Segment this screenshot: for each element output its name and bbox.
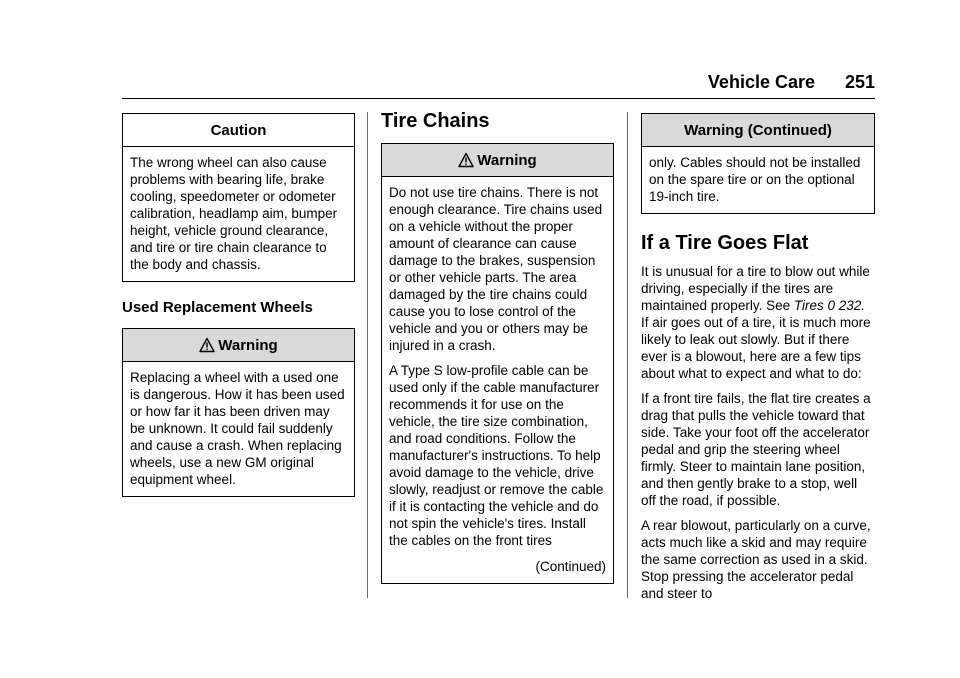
column-divider-2 bbox=[627, 112, 628, 598]
tires-link[interactable]: Tires bbox=[793, 298, 824, 313]
warning-continued-box bbox=[641, 113, 875, 214]
warning-icon bbox=[199, 337, 215, 353]
warning-icon bbox=[458, 152, 474, 168]
flat-tire-title: If a Tire Goes Flat bbox=[641, 232, 809, 254]
used-wheels-warning-text: Replacing a wheel with a used one is dangerous. How it has been used or how far it has been driven may be unknown. It could fail suddenly and cause a crash. When replacing wheels, use a new GM original equipment wheel. bbox=[130, 370, 345, 487]
column-2 bbox=[381, 110, 614, 584]
flat-tire-p2: If a front tire fails, the flat tire creates a drag that pulls the vehicle toward that side. Take your foot off the accelerator pedal and grip the steering wheel firmly. Steer to maintain lane position, and then gently brake to a stop, well off the road, if possible. bbox=[641, 391, 871, 508]
warning-heading bbox=[382, 144, 613, 177]
column-divider-1 bbox=[367, 112, 368, 598]
header-title: Vehicle Care bbox=[707, 72, 815, 92]
warning-heading bbox=[123, 329, 354, 362]
caution-box bbox=[122, 113, 355, 282]
warning-heading-label: Warning bbox=[477, 151, 537, 169]
caution-text: The wrong wheel can also cause problems with bearing life, brake cooling, speedometer or odometer calibration, headlamp aim, bumper height, vehicle ground clearance, and tire or tire chain clearance to the body and chassis. bbox=[130, 155, 338, 272]
tires-page-ref[interactable]: 0 232. bbox=[823, 298, 866, 313]
column-3 bbox=[641, 113, 875, 610]
flat-tire-p3: A rear blowout, particularly on a curve, acts much like a skid and may require the same correction as used in a skid. Stop pressing the accelerator pedal and steer to bbox=[641, 518, 871, 601]
page-header bbox=[122, 72, 875, 98]
tire-chains-title: Tire Chains bbox=[381, 110, 490, 132]
warning-heading-label: Warning bbox=[218, 336, 278, 354]
tire-chains-warning-box bbox=[381, 143, 614, 584]
used-wheels-title: Used Replacement Wheels bbox=[122, 299, 313, 316]
flat-tire-p1-end: If air goes out of a tire, it is much more likely to leak out slowly. But if there ever is a blowout, here are a few tips about what to expect and what to do: bbox=[641, 315, 871, 381]
continued-label: (Continued) bbox=[535, 559, 606, 574]
caution-heading: Caution bbox=[123, 114, 354, 147]
column-1 bbox=[122, 113, 355, 497]
warning-continued-text: only. Cables should not be installed on the spare tire or on the optional 19-inch tire. bbox=[649, 155, 861, 204]
flat-tire-p1-start: It is unusual for a tire to blow out while driving, especially if the tires are maintained properly. See bbox=[641, 264, 870, 313]
page-number: 251 bbox=[844, 72, 875, 92]
flat-tire-p1 bbox=[641, 263, 875, 382]
tire-chains-warning-p1: Do not use tire chains. There is not enough clearance. Tire chains used on a vehicle without the proper amount of clearance can cause damage to the brakes, suspension or other vehicle parts. The area damaged by the tire chains could cause you to lose control of the vehicle and you or others may be injured in a crash. bbox=[389, 185, 603, 353]
used-wheels-warning-box bbox=[122, 328, 355, 497]
tire-chains-warning-p2: A Type S low-profile cable can be used only if the cable manufacturer recommends it for use on the vehicle, the tire size combination, and road conditions. Follow the manufacturer's instructions. To help avoid damage to the vehicle, drive slowly, readjust or remove the cable if it is contacting the vehicle and do not spin the vehicle's tires. Install the cables on the front tires bbox=[389, 363, 604, 548]
header-rule bbox=[122, 98, 875, 99]
warning-continued-heading: Warning (Continued) bbox=[642, 114, 874, 147]
